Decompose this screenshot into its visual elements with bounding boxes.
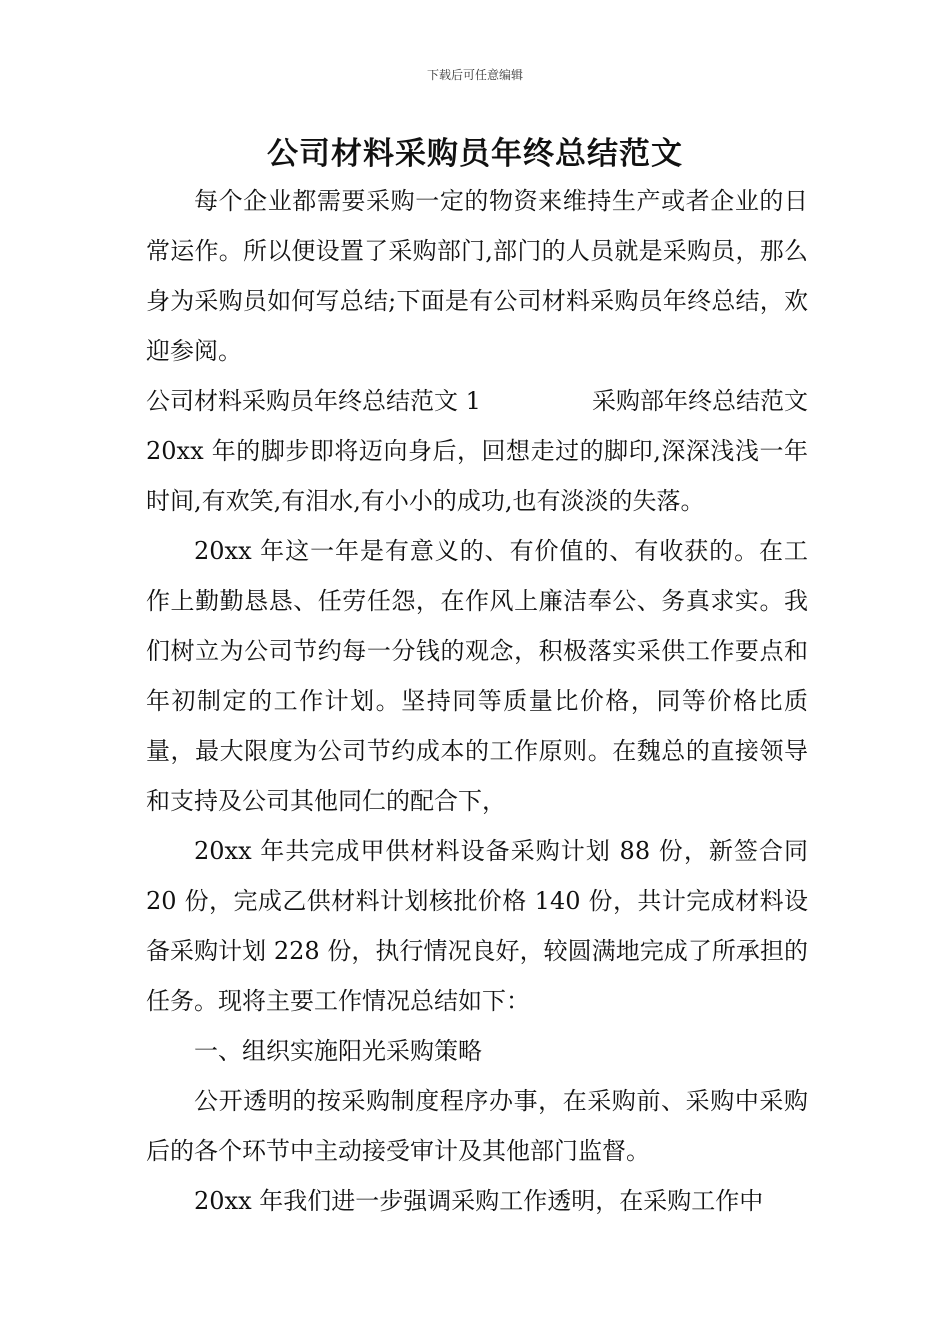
paragraph-4: 公开透明的按采购制度程序办事，在采购前、采购中采购后的各个环节中主动接受审计及其他部门监督。 (146, 1087, 808, 1165)
document-title: 公司材料采购员年终总结范文 (267, 136, 683, 172)
paragraph-1: 20xx 年的脚步即将迈向身后，回想走过的脚印,深深浅浅一年时间,有欢笑,有泪水,有小小的成功,也有淡淡的失落。 (146, 437, 808, 515)
paragraph-5: 20xx 年我们进一步强调采购工作透明，在采购工作中 (194, 1187, 764, 1215)
intro-paragraph: 每个企业都需要采购一定的物资来维持生产或者企业的日常运作。所以便设置了采购部门,部门的人员就是采购员，那么身为采购员如何写总结;下面是有公司材料采购员年终总结，欢迎参阅。 (146, 187, 808, 365)
document-body (146, 176, 808, 1226)
section-heading-left: 公司材料采购员年终总结范文 1 (146, 387, 481, 415)
section-heading-line (146, 376, 808, 426)
header-note: 下载后可任意编辑 (426, 68, 523, 82)
section-heading-right: 采购部年终总结范文 (592, 387, 808, 415)
subheading-1: 一、组织实施阳光采购策略 (194, 1037, 482, 1065)
paragraph-3: 20xx 年共完成甲供材料设备采购计划 88 份，新签合同20 份，完成乙供材料计划核批价格 140 份，共计完成材料设备采购计划 228 份，执行情况良好，较圆满地完成了所承担的任务。现将主要工作情况总结如下： (146, 837, 808, 1015)
paragraph-2: 20xx 年这一年是有意义的、有价值的、有收获的。在工作上勤勤恳恳、任劳任怨，在作风上廉洁奉公、务真求实。我们树立为公司节约每一分钱的观念，积极落实采供工作要点和年初制定的工作计划。坚持同等质量比价格，同等价格比质量，最大限度为公司节约成本的工作原则。在魏总的直接领导和支持及公司其他同仁的配合下， (146, 537, 808, 815)
